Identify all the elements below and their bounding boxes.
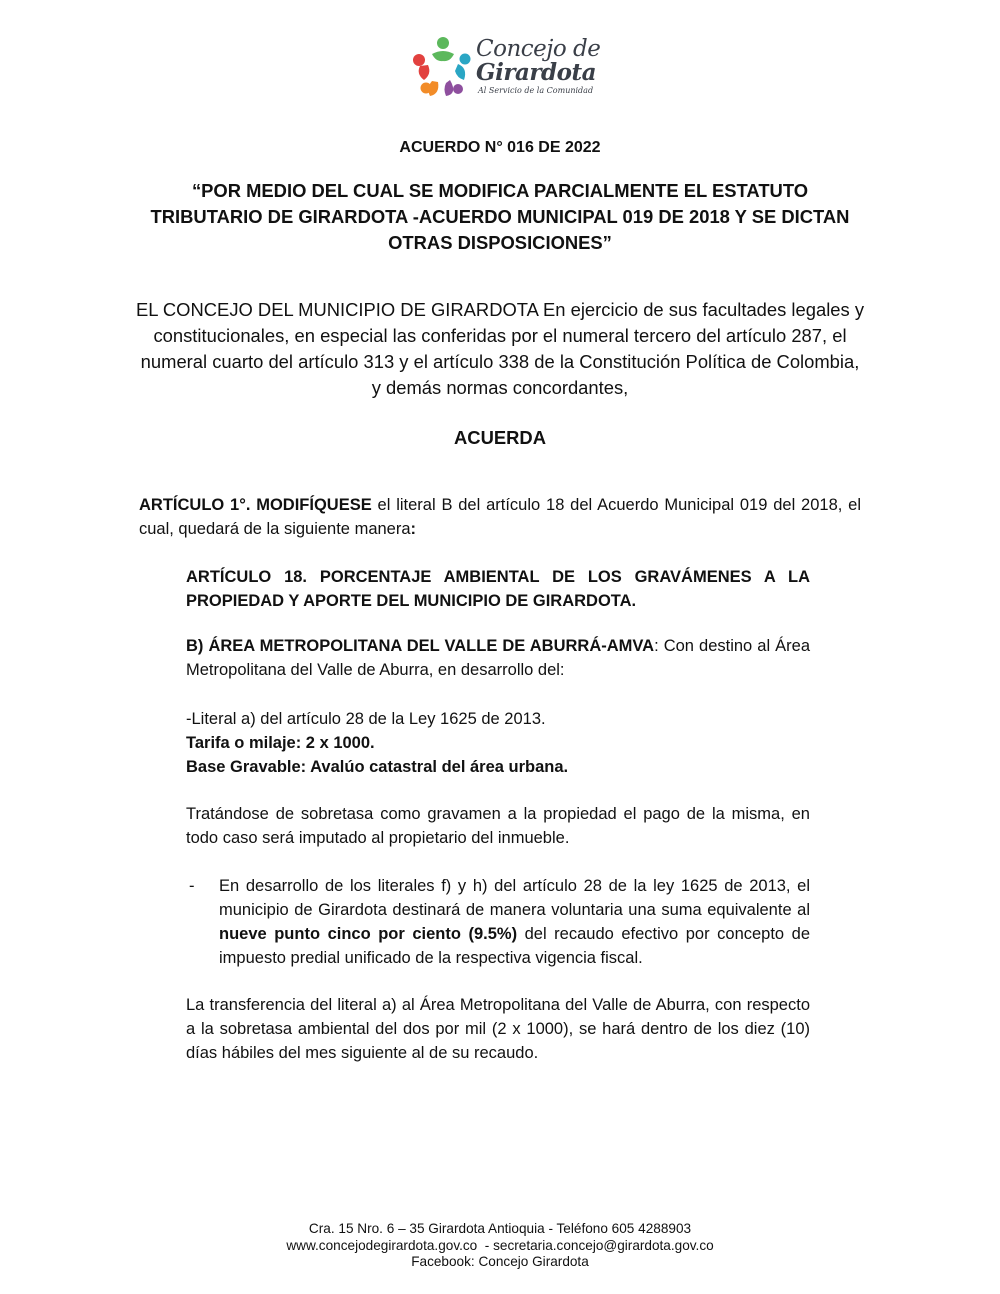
article-1-label: ARTÍCULO 1°. MODIFÍQUESE	[139, 496, 372, 514]
amva-paragraph	[186, 634, 810, 682]
council-logo	[410, 34, 600, 100]
footer-address: Cra. 15 Nro. 6 – 35 Girardota Antioquia - Teléfono 605 4288903	[308, 1221, 692, 1236]
base-gravable-line: Base Gravable: Avalúo catastral del área urbana.	[186, 758, 569, 776]
article-18-heading: ARTÍCULO 18. PORCENTAJE AMBIENTAL DE LOS GRAVÁMENES A LA PROPIEDAD Y APORTE DEL MUNICIPIO DE GIRARDOTA.	[186, 568, 810, 610]
transferencia-paragraph: La transferencia del literal a) al Área Metropolitana del Valle de Aburra, con respecto a la sobretasa ambiental del dos por mil (2 x 1000), se hará dentro de los diez (10) días hábiles del mes siguiente al de su recaudo.	[186, 996, 810, 1062]
document-title: “POR MEDIO DEL CUAL SE MODIFICA PARCIALMENTE EL ESTATUTO TRIBUTARIO DE GIRARDOTA -ACUERDO MUNICIPAL 019 DE 2018 Y SE DICTAN OTRAS DISPOSICIONES”	[150, 180, 850, 253]
acuerdo-number: ACUERDO N° 016 DE 2022	[399, 139, 601, 156]
page-footer	[100, 1221, 900, 1271]
acuerda-heading: ACUERDA	[454, 427, 546, 448]
bullet-text-part2: del recaudo efectivo por concepto de impuesto predial unificado de la respectiva vigencia fiscal.	[219, 925, 811, 967]
logo-title-line2: Girardota	[476, 59, 596, 86]
literal-a: -Literal a) del artículo 28 de la Ley 1625 de 2013.	[186, 710, 546, 728]
bullet-bold-percentage: nueve punto cinco por ciento (9.5%)	[219, 925, 518, 943]
article-1-colon: :	[410, 520, 417, 538]
bullet-item	[186, 874, 810, 970]
bullet-text-part1: En desarrollo de los literales f) y h) del artículo 28 de la ley 1625 de 2013, el municipio de Girardota destinará de manera voluntaria una suma equivalente al	[219, 877, 810, 919]
literal-block	[186, 707, 810, 779]
logo-title-line1: Concejo de	[476, 36, 601, 62]
amva-label: B) ÁREA METROPOLITANA DEL VALLE DE ABURRÁ-AMVA	[186, 637, 655, 655]
tratandose-paragraph: Tratándose de sobretasa como gravamen a la propiedad el pago de la misma, en todo caso será imputado al propietario del inmueble.	[186, 805, 810, 847]
bullet-dash: -	[189, 877, 195, 895]
footer-facebook: Facebook: Concejo Girardota	[411, 1254, 589, 1269]
article-1-paragraph	[139, 493, 861, 541]
tarifa-line: Tarifa o milaje: 2 x 1000.	[186, 734, 375, 752]
preamble: EL CONCEJO DEL MUNICIPIO DE GIRARDOTA En ejercicio de sus facultades legales y constitucionales, en especial las conferidas por el numeral tercero del artículo 287, el numeral cuarto del artículo 313 y el artículo 338 de la Constitución Política de Colombia, y demás normas concordantes,	[135, 299, 865, 398]
article-1-text: el literal B del artículo 18 del Acuerdo Municipal 019 del 2018, el cual, quedará de la siguiente manera	[139, 496, 861, 538]
people-circle-logo-icon	[410, 34, 476, 100]
amva-text: : Con destino al Área Metropolitana del Valle de Aburra, en desarrollo del:	[186, 637, 811, 679]
bullet-text	[219, 874, 810, 970]
logo-tagline: Al Servicio de la Comunidad	[478, 86, 594, 95]
footer-web-email: www.concejodegirardota.gov.co - secretaria.concejo@girardota.gov.co	[286, 1237, 714, 1253]
